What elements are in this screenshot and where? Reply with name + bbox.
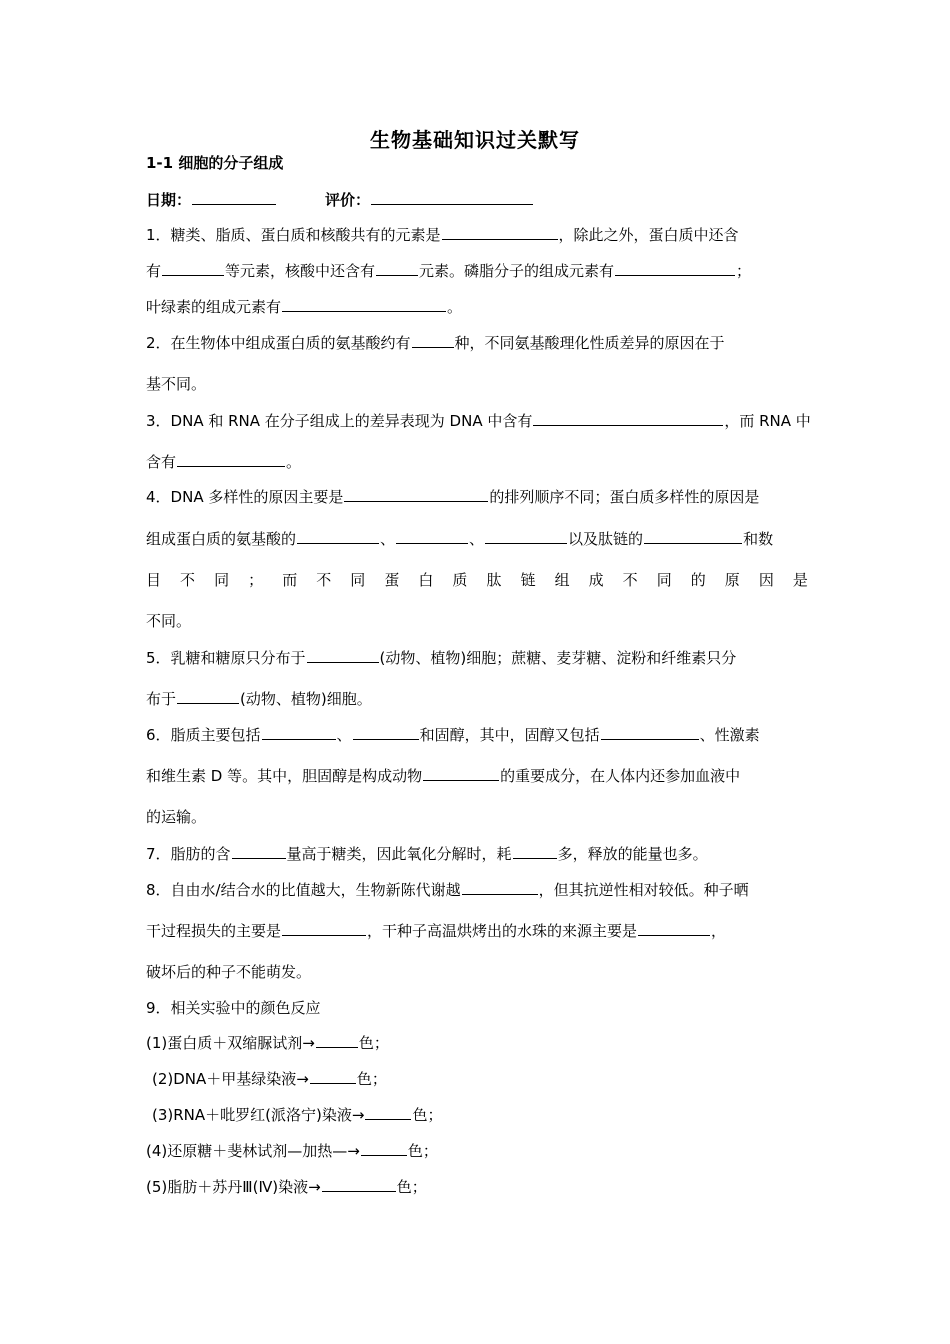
q3-blank-2[interactable] [177,451,285,467]
q3-text-c: 含有 [146,453,177,471]
q4-char: 的 [690,571,706,589]
q7-blank-1[interactable] [232,843,286,859]
q4-text-e: 、 [469,530,485,548]
q4-char: 是 [792,571,808,589]
q1-text-d: 等元素，核酸中还含有 [225,262,376,280]
q4-text-f: 以及肽链的 [568,530,644,548]
q5-blank-2[interactable] [177,688,239,704]
q3-text-d: 。 [286,453,302,471]
q4-char: 质 [452,571,468,589]
q9-item-3-suffix: 色； [412,1106,443,1124]
q1-line2 [146,260,808,281]
q4-char: 不 [180,571,196,589]
q6-blank-1[interactable] [262,724,336,740]
q7-text-b: 量高于糖类，因此氧化分解时，耗 [286,845,512,863]
q4-text-a: 4．DNA 多样性的原因主要是 [146,488,344,506]
q8-text-b: ，但其抗逆性相对较低。种子晒 [538,881,749,899]
q4-char: 同 [656,571,672,589]
q9-blank-4[interactable] [361,1140,407,1156]
q5-line2 [146,688,808,709]
q9-blank-1[interactable] [316,1032,358,1048]
q2-text-a: 2．在生物体中组成蛋白质的氨基酸约有 [146,334,411,352]
q9-item-1-suffix: 色； [358,1034,389,1052]
q1-line3 [146,296,808,317]
q4-char: 同 [214,571,230,589]
q1-blank-2[interactable] [162,260,224,276]
q4-line1 [146,486,808,507]
q1-blank-4[interactable] [615,260,735,276]
q6-line1 [146,724,808,745]
q5-text-c: 布于 [146,690,177,708]
q9-item-5-text: (5)脂肪＋苏丹Ⅲ(Ⅳ)染液→ [146,1178,321,1196]
q8-blank-3[interactable] [638,920,710,936]
q5-blank-1[interactable] [307,647,379,663]
q6-text-e: 和维生素 D 等。其中，胆固醇是构成动物 [146,767,423,785]
q9-item-3 [152,1104,814,1125]
q5-line1 [146,647,808,668]
q1-blank-3[interactable] [376,260,418,276]
q5-text-b: (动物、植物)细胞；蔗糖、麦芽糖、淀粉和纤维素只分 [379,649,737,667]
q6-text-f: 的重要成分，在人体内还参加血液中 [500,767,741,785]
q4-char: 因 [758,571,774,589]
q4-char: 白 [418,571,434,589]
q9-item-3-text: (3)RNA＋吡罗红(派洛宁)染液→ [152,1106,365,1124]
q4-char: 蛋 [384,571,400,589]
q4-line4: 不同。 [146,612,192,630]
q1-text-g: 叶绿素的组成元素有 [146,298,282,316]
q1-blank-5[interactable] [282,296,446,312]
q9-blank-3[interactable] [365,1104,411,1120]
date-blank[interactable] [192,189,276,205]
q9-item-2 [152,1068,814,1089]
q8-blank-1[interactable] [462,879,538,895]
q8-line2 [146,920,808,941]
q4-blank-2[interactable] [297,528,379,544]
q4-char: 链 [520,571,536,589]
q6-blank-2[interactable] [353,724,419,740]
q9-item-5-suffix: 色； [396,1178,427,1196]
q1-line1 [146,224,808,245]
q4-char: 原 [724,571,740,589]
q9-item-4-suffix: 色； [407,1142,438,1160]
q3-line1 [146,410,811,431]
q3-line2 [146,451,808,472]
q9-blank-5[interactable] [322,1176,396,1192]
q1-text-c: 有 [146,262,162,280]
q9-item-2-suffix: 色； [356,1070,387,1088]
q4-text-g: 和数 [743,530,774,548]
q8-blank-2[interactable] [282,920,366,936]
q7-text-c: 多，释放的能量也多。 [557,845,708,863]
q5-text-a: 5．乳糖和糖原只分布于 [146,649,306,667]
q4-blank-3[interactable] [396,528,468,544]
q7-text-a: 7．脂肪的含 [146,845,231,863]
q1-text-e: 元素。磷脂分子的组成元素有 [419,262,615,280]
date-label: 日期： [146,191,192,209]
q9-item-1-text: (1)蛋白质＋双缩脲试剂→ [146,1034,315,1052]
q4-char: 目 [146,571,162,589]
q2-line1 [146,332,808,353]
q4-text-b: 的排列顺序不同；蛋白质多样性的原因是 [489,488,760,506]
q2-blank-1[interactable] [412,332,454,348]
q1-text-b: ，除此之外，蛋白质中还含 [558,226,739,244]
q1-text-h: 。 [447,298,463,316]
q7-line1 [146,843,808,864]
q6-text-d: 、性激素 [699,726,760,744]
eval-blank[interactable] [371,189,533,205]
q4-char: ； [248,571,264,589]
eval-label: 评价： [325,191,371,209]
q4-line3 [146,569,808,590]
q4-char: 而 [282,571,298,589]
q4-blank-4[interactable] [485,528,567,544]
q4-char: 不 [622,571,638,589]
q1-text-f: ； [736,262,752,280]
q2-text-b: 种，不同氨基酸理化性质差异的原因在于 [454,334,725,352]
page-title: 生物基础知识过关默写 [370,128,580,152]
q8-text-d: ，干种子高温烘烤出的水珠的来源主要是 [367,922,638,940]
q3-text-a: 3．DNA 和 RNA 在分子组成上的差异表现为 DNA 中含有 [146,412,533,430]
q9-blank-2[interactable] [310,1068,356,1084]
q4-char: 不 [316,571,332,589]
q5-text-d: (动物、植物)细胞。 [240,690,372,708]
q6-text-a: 6．脂质主要包括 [146,726,261,744]
q8-text-a: 8．自由水/结合水的比值越大，生物新陈代谢越 [146,881,461,899]
q9-item-5 [146,1176,808,1197]
q4-blank-5[interactable] [644,528,742,544]
q4-text-d: 、 [380,530,396,548]
q9-item-4 [146,1140,808,1161]
q6-text-b: 、 [336,726,352,744]
q6-line2 [146,765,808,786]
q8-line3: 破坏后的种子不能萌发。 [146,963,312,981]
q4-char: 同 [350,571,366,589]
q9-item-4-text: (4)还原糖＋斐林试剂—加热—→ [146,1142,360,1160]
q3-text-b: ，而 RNA 中 [724,412,811,430]
q4-blank-1[interactable] [344,486,488,502]
q6-blank-3[interactable] [601,724,699,740]
section-heading: 1-1 细胞的分子组成 [146,154,284,172]
q4-char: 肽 [486,571,502,589]
q2-line2: 基不同。 [146,375,207,393]
q8-line1 [146,879,808,900]
q1-text-a: 1．糖类、脂质、蛋白质和核酸共有的元素是 [146,226,441,244]
q7-blank-2[interactable] [513,843,557,859]
q8-text-c: 干过程损失的主要是 [146,922,282,940]
q4-char: 组 [554,571,570,589]
q9-item-2-text: (2)DNA＋甲基绿染液→ [152,1070,309,1088]
q1-blank-1[interactable] [442,224,558,240]
q6-line3: 的运输。 [146,808,207,826]
q6-blank-4[interactable] [423,765,499,781]
q9-item-1 [146,1032,808,1053]
q4-line2 [146,528,808,549]
q4-text-c: 组成蛋白质的氨基酸的 [146,530,297,548]
q4-char: 成 [588,571,604,589]
q3-blank-1[interactable] [533,410,723,426]
header-row [146,189,808,210]
q8-text-e: ， [711,922,727,940]
q6-text-c: 和固醇，其中，固醇又包括 [419,726,600,744]
q9-title: 9．相关实验中的颜色反应 [146,999,321,1017]
